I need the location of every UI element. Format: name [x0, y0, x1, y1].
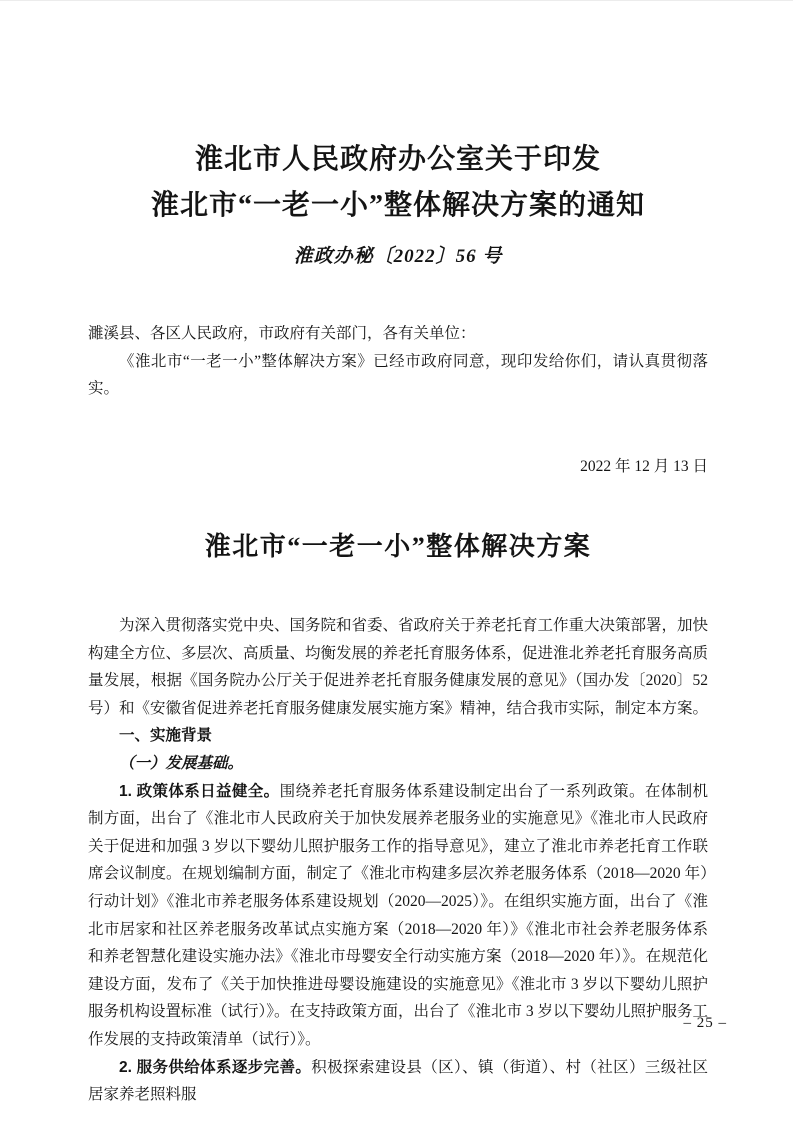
issue-date: 2022 年 12 月 13 日 [580, 457, 708, 475]
section1-sub1-heading: （一）发展基础。 [119, 754, 244, 772]
section1-heading: 一、实施背景 [119, 727, 213, 745]
notice-body-text: 《淮北市“一老一小”整体解决方案》已经市政府同意，现印发给你们，请认真贯彻落实。 [88, 352, 708, 397]
notice-title-line1: 淮北市人民政府办公室关于印发 [194, 144, 601, 175]
notice-title [88, 137, 708, 229]
item2-text: 积极探索建设县（区）、镇（街道）、村（社区）三级社区居家养老照料服 [88, 1058, 708, 1104]
notice-title-line2: 淮北市“一老一小”整体解决方案的通知 [150, 190, 645, 221]
policy-system-paragraph [88, 778, 708, 1054]
item2-label: 2. 服务供给体系逐步完善。 [119, 1058, 312, 1076]
document-number: 淮政办秘〔2022〕56 号 [293, 246, 503, 267]
page-number: – 25 – [683, 1015, 727, 1031]
plan-intro-paragraph: 为深入贯彻落实党中央、国务院和省委、省政府关于养老托育工作重大决策部署，加快构建全方位、多层次、高质量、均衡发展的养老托育服务体系，促进淮北养老托育服务高质量发展，根据《国务院办公厅关于促进养老托育服务健康发展的意见》（国办发〔2020〕52 号）和《安徽省促进养老托育服务健康发展实施方案》精神，结合我市实际，制定本方案。 [88, 617, 709, 717]
plan-body [88, 612, 708, 1109]
plan-title: 淮北市“一老一小”整体解决方案 [204, 532, 592, 561]
item1-label: 1. 政策体系日益健全。 [119, 782, 280, 800]
item1-text: 围绕养老托育服务体系建设制定出台了一系列政策。在体制机制方面，出台了《淮北市人民政府关于加快发展养老服务业的实施意见》《淮北市人民政府关于促进和加强 3 岁以下婴幼儿照护服务工作的指导意见》，建立了淮北市养老托育工作联席会议制度。在规划编制方面，制定了《淮北市构建多层次养老服务体系（2018—2020 年）行动计划》《淮北市养老服务体系建设规划（2020—2025）》。在组织实施方面，出台了《淮北市居家和社区养老服务改革试点实施方案（2018—2020 年）》《淮北市社会养老服务体系和养老智慧化建设实施办法》《淮北市母婴安全行动实施方案（2018—2020 年）》。在规范化建设方面，发布了《关于加快推进母婴设施建设的实施意见》《淮北市 3 岁以下婴幼儿照护服务机构设置标准（试行）》。在支持政策方面，出台了《淮北市 3 岁以下婴幼儿照护服务工作发展的支持政策清单（试行）》。 [88, 782, 709, 1048]
document-content [0, 137, 793, 1109]
salutation-line: 濉溪县、各区人民政府，市政府有关部门，各有关单位： [88, 325, 476, 342]
service-supply-paragraph [88, 1054, 708, 1109]
